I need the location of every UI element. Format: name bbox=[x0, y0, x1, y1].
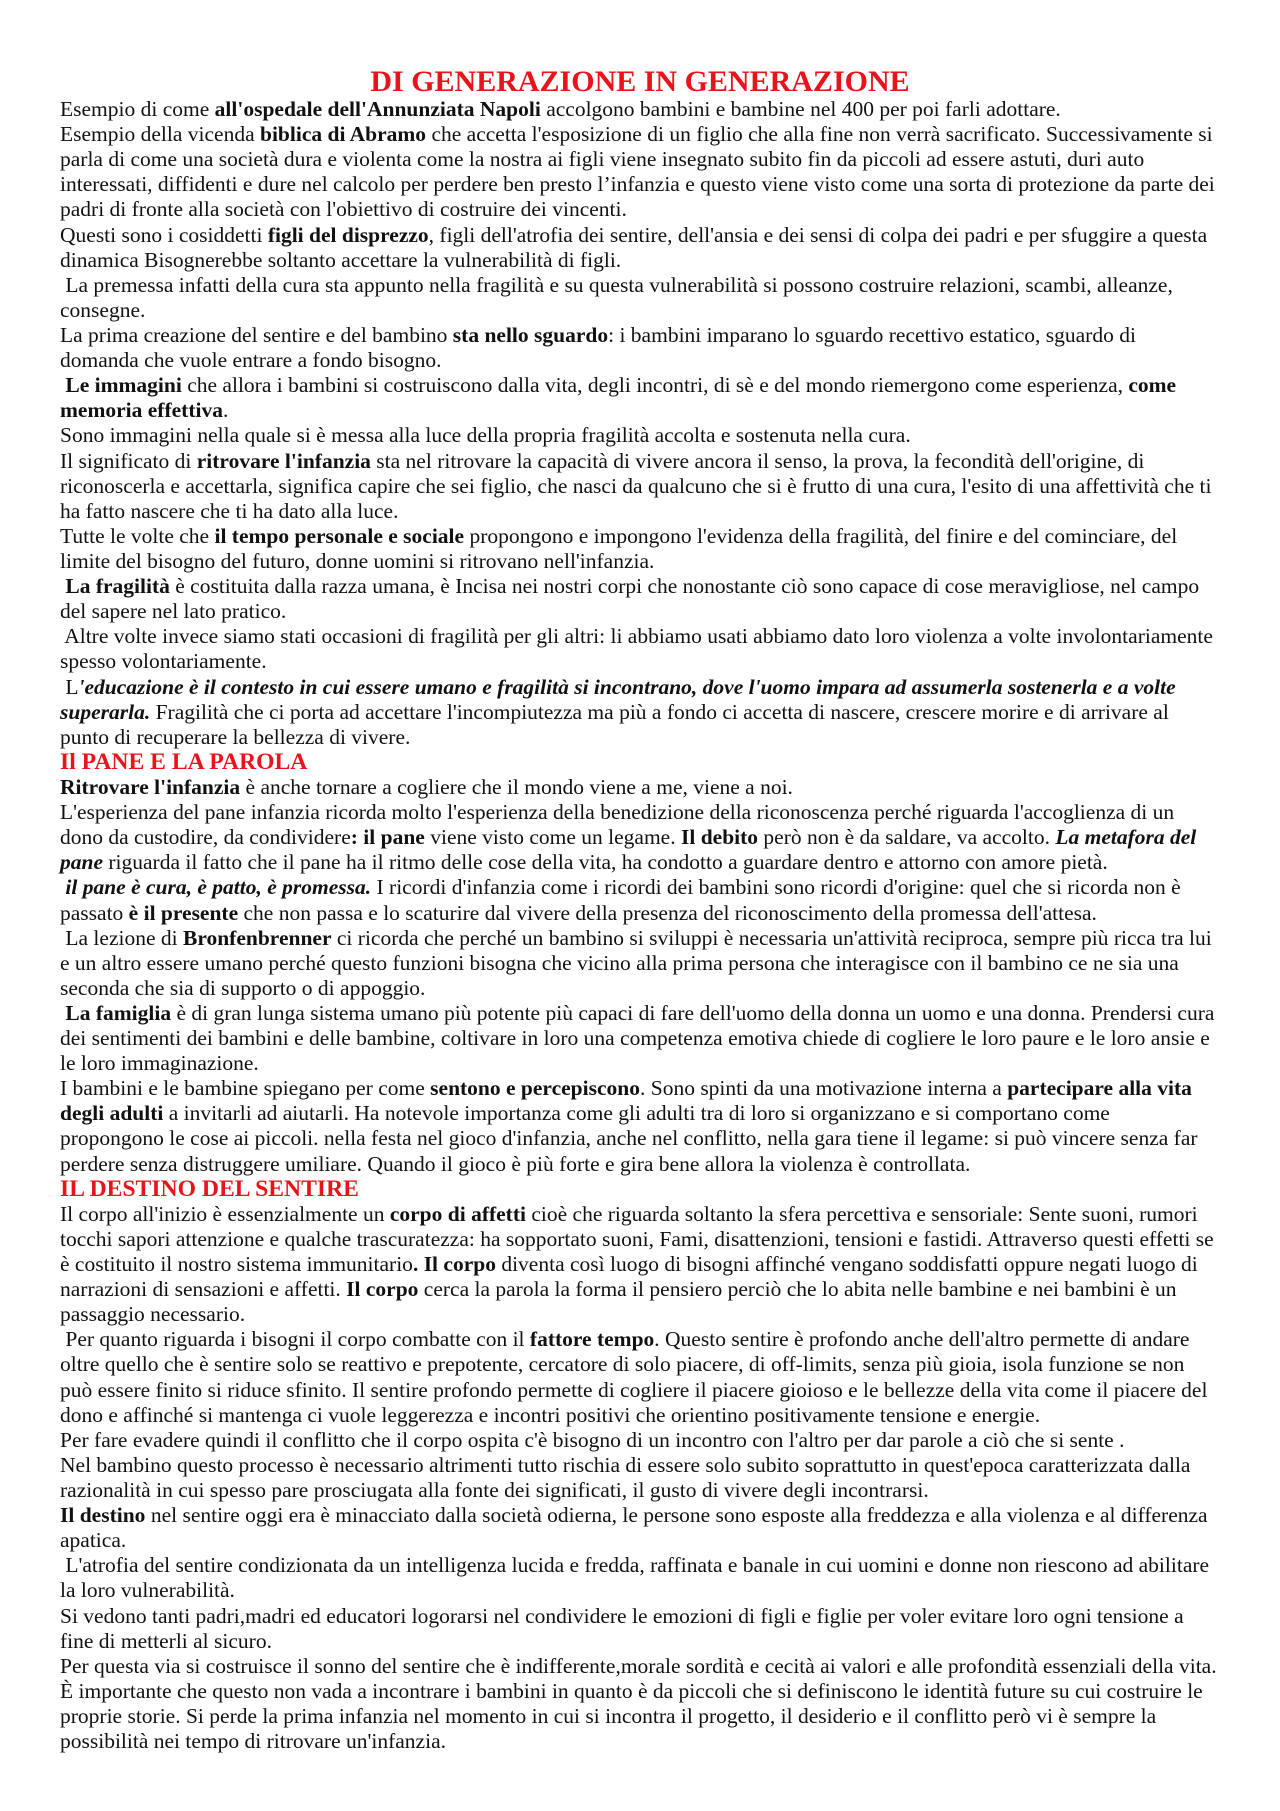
emphasized-text: Il debito bbox=[680, 825, 759, 850]
text-run: che allora i bambini si costruiscono dalla vita, degli incontri, di sè e del mondo riemergono come esperienza, bbox=[181, 373, 1129, 398]
text-line bbox=[60, 97, 1061, 122]
text-line bbox=[60, 1704, 1156, 1729]
text-line bbox=[60, 1729, 446, 1754]
text-line bbox=[60, 1101, 1110, 1126]
text-line bbox=[60, 624, 1213, 649]
text-run: a invitarli ad aiutarli. Ha notevole importanza come gli adulti tra di loro si organizzano e si comportano come bbox=[163, 1101, 1110, 1126]
text-line bbox=[60, 398, 228, 423]
emphasized-text: La famiglia bbox=[65, 1000, 172, 1025]
emphasized-text: biblica di Abramo bbox=[260, 122, 427, 147]
text-run: IL DESTINO DEL SENTIRE bbox=[60, 1175, 359, 1202]
emphasized-text: sentono e percepiscono bbox=[430, 1076, 640, 1101]
text-run: tocchi sapori attenzione e qualche trascuratezza: ha sopportato suoni, Fami, disattenzioni, tensioni e fastidi. Attraverso questi effetti se bbox=[60, 1226, 1214, 1251]
emphasized-text: fattore tempo bbox=[529, 1327, 655, 1352]
text-line bbox=[60, 474, 1211, 499]
text-line bbox=[60, 1503, 1208, 1528]
text-line bbox=[60, 599, 286, 624]
emphasized-text: La fragilità bbox=[65, 574, 170, 599]
text-run: cerca la parola la forma il pensiero perciò che lo abita nelle bambine e nei bambini è un bbox=[418, 1277, 1177, 1302]
emphasized-text: La metafora del bbox=[1055, 825, 1197, 850]
text-line bbox=[60, 1001, 1214, 1026]
text-line bbox=[60, 825, 1196, 850]
emphasized-text: corpo di affetti bbox=[389, 1201, 526, 1226]
text-line bbox=[60, 298, 145, 323]
text-run: : i bambini imparano lo sguardo recettivo estatico, sguardo di bbox=[608, 322, 1136, 347]
text-run: Questi sono i cosiddetti bbox=[60, 222, 268, 247]
text-run: Il PANE E LA PAROLA bbox=[60, 748, 308, 775]
text-run: può essere finito si riduce sfinito. Il sentire profondo permette di cogliere il piacere gioioso e le bellezze della vita come il piacere del bbox=[60, 1377, 1208, 1402]
text-line bbox=[60, 1327, 1189, 1352]
text-line bbox=[60, 1528, 126, 1553]
text-run: che accetta l'esposizione di un figlio che alla fine non verrà sacrificato. Successivamente si bbox=[426, 122, 1213, 147]
text-run: Fragilità che ci porta ad accettare l'incompiutezza ma più a fondo ci accetta di nascere, crescere morire e di arrivare al bbox=[150, 699, 1169, 724]
text-run: I ricordi d'infanzia come i ricordi dei bambini sono ricordi d'origine: quel che si ricorda non è bbox=[371, 875, 1181, 900]
emphasized-text: sta nello sguardo bbox=[452, 322, 609, 347]
text-run: La premessa infatti della cura sta appunto nella fragilità e su questa vulnerabilità si possono costruire relazioni, scambi, alleanze, bbox=[60, 272, 1173, 297]
text-line bbox=[60, 1126, 1198, 1151]
text-run: passato bbox=[60, 900, 129, 925]
text-run: dono da custodire, da condividere bbox=[60, 825, 351, 850]
emphasized-text: il pane è cura, è patto, è promessa. bbox=[65, 875, 372, 900]
text-run: Nel bambino questo processo è necessario altrimenti tutto rischia di essere solo subito soprattutto in quest'epoca caratterizzata dalla bbox=[60, 1452, 1191, 1477]
text-line bbox=[60, 323, 1136, 348]
text-line bbox=[60, 172, 1215, 197]
text-run: Sono immagini nella quale si è messa alla luce della propria fragilità accolta e sostenuta nella cura. bbox=[60, 423, 911, 448]
text-run: è anche tornare a cogliere che il mondo viene a me, viene a noi. bbox=[240, 774, 793, 799]
text-run: è costituito il nostro sistema immunitario bbox=[60, 1252, 413, 1277]
text-run: però non è da saldare, va accolto. bbox=[758, 825, 1056, 850]
text-line bbox=[60, 122, 1213, 147]
text-line bbox=[60, 499, 398, 524]
text-line bbox=[60, 850, 1108, 875]
emphasized-text: partecipare alla vita bbox=[1007, 1076, 1192, 1101]
text-run: Si vedono tanti padri,madri ed educatori logorarsi nel condividere le emozioni di figli e figlie per voler evitare loro ogni tensione a bbox=[60, 1603, 1184, 1628]
text-run: Per quanto riguarda i bisogni il corpo combatte con il bbox=[60, 1327, 530, 1352]
text-run: fine di metterli al sicuro. bbox=[60, 1628, 272, 1653]
text-run: è costituita dalla razza umana, è Incisa nei nostri corpi che nonostante ciò sono capace di cose meravigliose, nel campo bbox=[169, 574, 1200, 599]
text-run: cioè che riguarda soltanto la sfera percettiva e sensoriale: Sente suoni, rumori bbox=[525, 1201, 1198, 1226]
text-run: Per fare evadere quindi il conflitto che il corpo ospita c'è bisogno di un incontro con l'altro per dar parole a ciò che si sente . bbox=[60, 1427, 1125, 1452]
text-run: consegne. bbox=[60, 297, 146, 322]
text-run: domanda che vuole entrare a fondo bisogno. bbox=[60, 348, 442, 373]
text-line bbox=[60, 1629, 272, 1654]
text-run: , figli dell'atrofia dei sentire, dell'ansia e dei sensi di colpa dei padri e per sfuggire a questa bbox=[428, 222, 1208, 247]
text-line bbox=[60, 675, 1176, 700]
emphasized-text: Ritrovare l'infanzia bbox=[60, 774, 241, 799]
document-title: DI GENERAZIONE IN GENERAZIONE bbox=[370, 65, 910, 98]
text-line bbox=[60, 223, 1207, 248]
text-line bbox=[60, 574, 1199, 599]
emphasized-text: degli adulti bbox=[60, 1101, 164, 1126]
text-run: Esempio di come bbox=[60, 97, 215, 121]
emphasized-text: figli del disprezzo bbox=[267, 222, 429, 247]
text-line bbox=[60, 1378, 1207, 1403]
text-run: passaggio necessario. bbox=[60, 1302, 246, 1327]
text-run: La lezione di bbox=[60, 925, 183, 950]
text-line bbox=[60, 976, 425, 1001]
emphasized-text: superarla. bbox=[60, 699, 151, 724]
text-line bbox=[60, 549, 654, 574]
text-run: sta nel ritrovare la capacità di vivere ancora il senso, la prova, la fecondità dell'origine, di bbox=[370, 448, 1145, 473]
text-line bbox=[60, 1227, 1214, 1252]
emphasized-text: come bbox=[1128, 373, 1177, 398]
text-line bbox=[60, 775, 793, 800]
emphasized-text: Il corpo bbox=[346, 1277, 419, 1302]
text-line bbox=[60, 1152, 970, 1177]
text-line bbox=[60, 1252, 1198, 1277]
text-line bbox=[60, 1202, 1198, 1227]
text-run: I bambini e le bambine spiegano per come bbox=[60, 1076, 431, 1101]
text-line bbox=[60, 1428, 1124, 1453]
text-line bbox=[60, 926, 1212, 951]
text-run: interessati, diffidenti e dure nel calcolo per perdere ben presto l’infanzia e questo viene visto come una sorta di protezione da parte dei bbox=[60, 172, 1215, 197]
text-run: che non passa e lo scaturire dal vivere della presenza del riconoscimento della promessa dell'attesa. bbox=[238, 900, 1097, 925]
text-run: ha fatto nascere che ti ha dato alla luce. bbox=[60, 498, 399, 523]
text-run: . bbox=[222, 398, 229, 423]
text-run: È importante che questo non vada a incontrare i bambini in quanto è da piccoli che si definiscono le identità future su cui costruire le bbox=[60, 1678, 1203, 1703]
text-run: ci ricorda che perché un bambino si sviluppi è necessaria un'attività reciproca, sempre più ricca tra lui bbox=[331, 925, 1212, 950]
text-line bbox=[60, 273, 1173, 298]
text-run: apatica. bbox=[60, 1528, 127, 1553]
emphasized-text: Bronfenbrenner bbox=[182, 925, 332, 950]
text-run: accolgono bambini e bambine nel 400 per poi farli adottare. bbox=[540, 97, 1061, 121]
emphasized-text: 'educazione è il contesto in cui essere umano e fragilità si incontrano, dove l'uomo impara ad assumerla sostenerla e a volte bbox=[78, 674, 1176, 699]
text-line bbox=[60, 1051, 259, 1076]
text-run: diventa così luogo di bisogni affinché vengano soddisfatti oppure negati luogo di bbox=[495, 1252, 1198, 1277]
text-line bbox=[60, 1578, 235, 1603]
text-line bbox=[60, 524, 1177, 549]
text-run: dono e affinché si mantenga ci vuole leggerezza e incontri positivi che orientino positivamente tensione e energie. bbox=[60, 1402, 1041, 1427]
text-line bbox=[60, 1478, 929, 1503]
text-line bbox=[60, 1076, 1192, 1101]
text-run: viene visto come un legame. bbox=[424, 825, 681, 850]
text-run: riguarda il fatto che il pane ha il ritmo delle cose della vita, ha condotto a guardare dentro e attorno con amore pietà. bbox=[103, 850, 1108, 875]
text-run: oltre quello che è sentire solo se reattivo e prepotente, cercatore di solo piacere, di off-limits, senza più gioia, isola funzione se non bbox=[60, 1352, 1185, 1377]
emphasized-text: Le immagini bbox=[65, 373, 182, 398]
text-line bbox=[60, 700, 1169, 725]
text-line bbox=[60, 1553, 1209, 1578]
text-run: è di gran lunga sistema umano più potente più capaci di fare dell'uomo della donna un uomo e una donna. Prendersi cura bbox=[171, 1000, 1215, 1025]
text-run: parla di come una società dura e violenta come la nostra ai figli viene insegnato subito fin da piccoli ad essere astuti, duri auto bbox=[60, 147, 1145, 172]
text-run: propongono le cose ai piccoli. nella festa nel gioco d'infanzia, anche nel conflitto, nella gara tiene il legame: si può vincere senza far bbox=[60, 1126, 1198, 1151]
text-run: dei sentimenti dei bambini e delle bambine, coltivare in loro una competenza emotiva chiede di cogliere le loro paure e le loro ansie e bbox=[60, 1026, 1210, 1051]
text-run: Per questa via si costruisce il sonno del sentire che è indifferente,morale sordità e cecità ai valori e alle profondità essenziali della vita. bbox=[60, 1653, 1217, 1678]
text-line bbox=[60, 901, 1097, 926]
text-run: L'atrofia del sentire condizionata da un intelligenza lucida e fredda, raffinata e banale in cui uomini e donne non riescono ad abilitare bbox=[60, 1553, 1210, 1578]
text-run: la loro vulnerabilità. bbox=[60, 1578, 235, 1603]
text-run: spesso volontariamente. bbox=[60, 649, 267, 674]
text-run: Il corpo all'inizio è essenzialmente un bbox=[60, 1201, 390, 1226]
text-run: propongono e impongono l'evidenza della fragilità, del finire e del cominciare, del bbox=[464, 523, 1178, 548]
text-run: seconda che sia di supporto o di appoggio. bbox=[60, 975, 426, 1000]
text-run: Esempio della vicenda bbox=[60, 122, 260, 147]
text-run: La prima creazione del sentire e del bambino bbox=[60, 322, 453, 347]
emphasized-text: all'ospedale dell'Annunziata Napoli bbox=[214, 97, 541, 121]
text-line bbox=[60, 1654, 1217, 1679]
emphasized-text: pane bbox=[60, 850, 103, 875]
text-run: L'esperienza del pane infanzia ricorda molto l'esperienza della benedizione della riconoscenza perché riguarda l'accoglienza di un bbox=[60, 800, 1175, 825]
text-line bbox=[60, 875, 1181, 900]
text-run: e un altro essere umano perché questo funzioni bisogna che vicino alla prima persona che interagisce con il bambino ce ne sia una bbox=[60, 950, 1179, 975]
text-run: . Questo sentire è profondo anche dell'altro permette di andare bbox=[654, 1327, 1190, 1352]
section-heading bbox=[60, 1177, 359, 1202]
text-run: le loro immaginazione. bbox=[60, 1051, 259, 1076]
text-run: L bbox=[60, 674, 79, 699]
text-line bbox=[60, 725, 410, 750]
text-line bbox=[60, 147, 1144, 172]
text-run: perdere senza distruggere umiliare. Quando il gioco è più forte e gira bene allora la violenza è controllata. bbox=[60, 1151, 971, 1176]
text-run: limite del bisogno del futuro, donne uomini si ritrovano nell'infanzia. bbox=[60, 548, 655, 573]
text-line bbox=[60, 951, 1179, 976]
text-line bbox=[60, 1453, 1190, 1478]
text-line bbox=[60, 1403, 1040, 1428]
text-run: Altre volte invece siamo stati occasioni di fragilità per gli altri: li abbiamo usati abbiamo dato loro violenza a volte involontariamente bbox=[60, 624, 1213, 649]
text-line bbox=[60, 1026, 1210, 1051]
emphasized-text: memoria effettiva bbox=[60, 398, 223, 423]
text-line bbox=[60, 423, 911, 448]
text-line bbox=[60, 373, 1176, 398]
text-run: dinamica Bisognerebbe soltanto accettare la vulnerabilità di figli. bbox=[60, 247, 622, 272]
text-line bbox=[60, 449, 1144, 474]
text-line bbox=[60, 1679, 1203, 1704]
text-line bbox=[60, 248, 621, 273]
text-run: riconoscerla e accettarla, significa capire che sei figlio, che nasci da qualcuno che si è frutto di una cura, l'esito di una affettività che ti bbox=[60, 473, 1212, 498]
text-line bbox=[60, 1277, 1177, 1302]
text-run: Il significato di bbox=[60, 448, 197, 473]
text-line bbox=[60, 1604, 1184, 1629]
text-run: possibilità nei tempo di ritrovare un'infanzia. bbox=[60, 1729, 446, 1754]
text-line bbox=[60, 800, 1174, 825]
emphasized-text: Il destino bbox=[60, 1503, 146, 1528]
section-heading bbox=[60, 750, 307, 775]
text-run: nel sentire oggi era è minacciato dalla società odierna, le persone sono esposte alla freddezza e alla violenza e al differenza bbox=[145, 1503, 1208, 1528]
text-line bbox=[60, 197, 627, 222]
text-run: proprie storie. Si perde la prima infanzia nel momento in cui si incontra il progetto, il desiderio e il conflitto però vi è sempre la bbox=[60, 1704, 1157, 1728]
text-line bbox=[60, 649, 267, 674]
emphasized-text: ritrovare l'infanzia bbox=[196, 448, 371, 473]
emphasized-text: il tempo personale e sociale bbox=[214, 523, 465, 548]
emphasized-text: è il presente bbox=[128, 900, 239, 925]
text-run: Tutte le volte che bbox=[60, 523, 215, 548]
text-run: razionalità in cui spesso pare prosciugata alla fonte dei significati, il gusto di vivere degli incontrarsi. bbox=[60, 1478, 929, 1503]
text-run: padri di fronte alla società con l'obiettivo di costruire dei vincenti. bbox=[60, 197, 627, 222]
text-line bbox=[60, 1352, 1184, 1377]
text-run: . Sono spinti da una motivazione interna a bbox=[639, 1076, 1008, 1101]
text-run: punto di recuperare la bellezza di vivere. bbox=[60, 724, 411, 749]
document-body bbox=[0, 97, 1280, 1754]
text-run: narrazioni di sensazioni e affetti. bbox=[60, 1277, 347, 1302]
emphasized-text: . Il corpo bbox=[412, 1252, 496, 1277]
text-line bbox=[60, 1302, 245, 1327]
emphasized-text: : il pane bbox=[350, 825, 425, 850]
text-line bbox=[60, 348, 442, 373]
text-run: del sapere nel lato pratico. bbox=[60, 599, 287, 624]
